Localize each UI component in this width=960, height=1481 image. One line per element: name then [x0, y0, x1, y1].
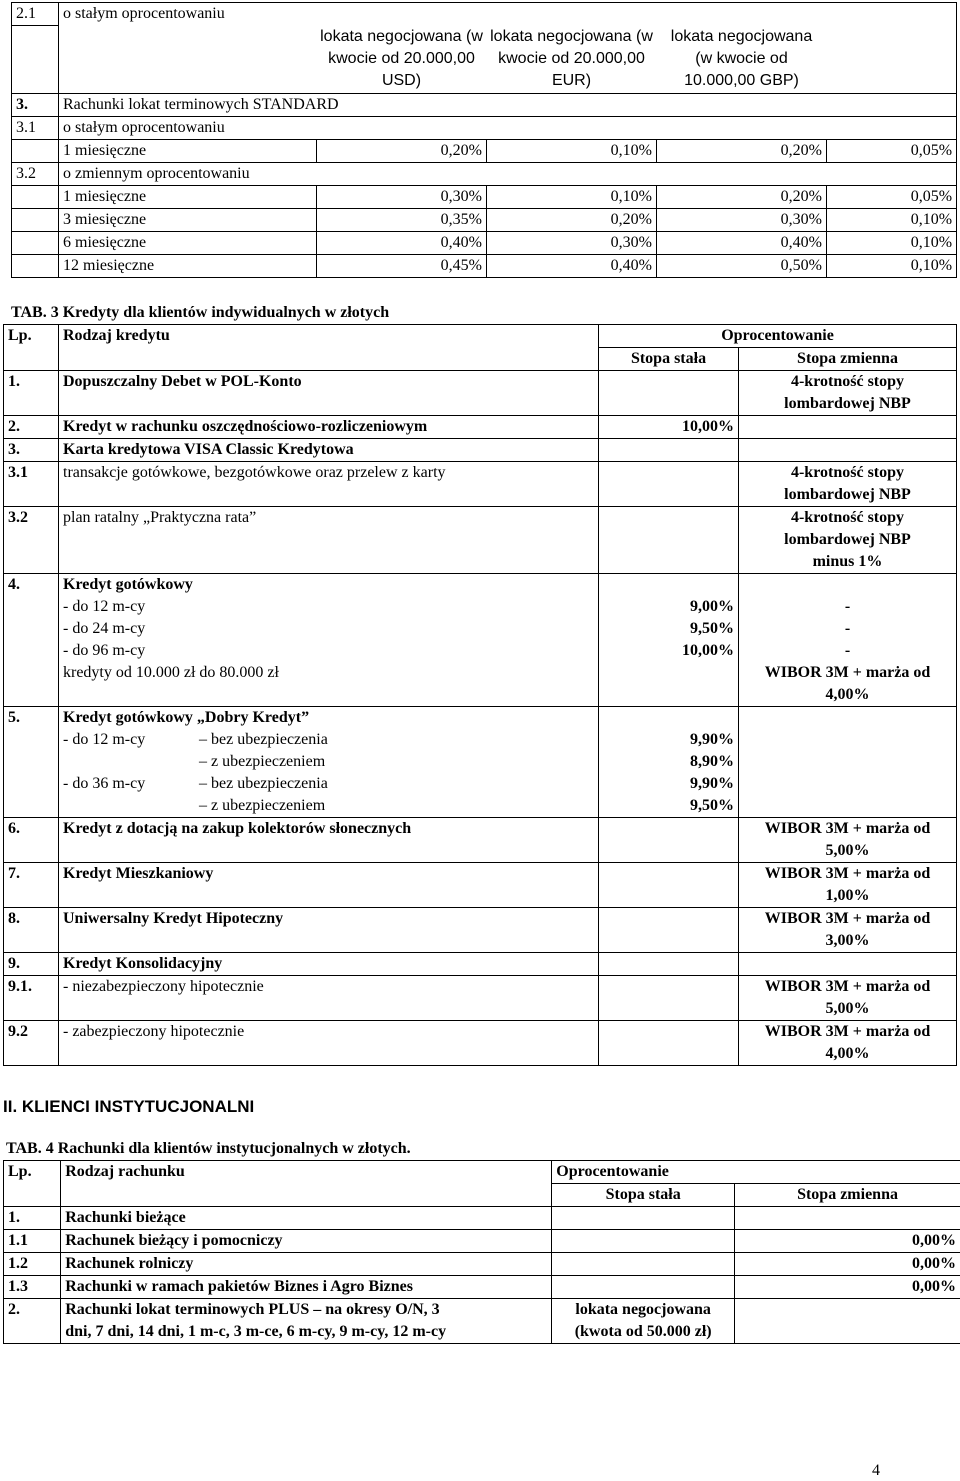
term-label: - do 24 m-cy	[63, 620, 146, 637]
row-label: Rachunki lokat terminowych STANDARD	[59, 94, 957, 117]
row-lp: 1.	[4, 371, 59, 416]
row-label: - zabezpieczony hipotecznie	[59, 1021, 599, 1066]
row-lp: 8.	[4, 908, 59, 953]
tab4-caption: TAB. 4 Rachunki dla klientów instytucjonalnych w złotych.	[6, 1140, 411, 1157]
row-lp: 7.	[4, 863, 59, 908]
rate-value: 0,20%	[657, 186, 827, 209]
row-label: Kredyt w rachunku oszczędnościowo-rozliczeniowym	[59, 416, 599, 439]
row-lp: 3.	[4, 439, 59, 462]
rate-value: 0,20%	[657, 140, 827, 163]
row-label: Kredyt gotówkowy	[63, 576, 193, 593]
header-stopa-stala: Stopa stała	[599, 348, 739, 371]
period-label: 3 miesięczne	[59, 209, 317, 232]
rate-value: 10,00%	[682, 642, 734, 659]
rate-line: 4-krotność stopy	[790, 464, 905, 481]
header-oprocentowanie: Oprocentowanie	[599, 325, 957, 348]
rate-value: 0,00%	[735, 1253, 960, 1276]
row-label: Kredyt z dotacją na zakup kolektorów słonecznych	[59, 818, 599, 863]
row-lp: 1.	[4, 1207, 61, 1230]
rate-line: WIBOR 3M + marża od	[764, 820, 931, 837]
row-lp: 9.	[4, 953, 59, 976]
rate-value: 0,30%	[317, 186, 487, 209]
row-lp: 2.	[4, 416, 59, 439]
rate-value: 0,10%	[827, 232, 957, 255]
rate-value: 9,00%	[690, 598, 734, 615]
row-label: o stałym oprocentowaniu	[59, 3, 957, 26]
rate-value: -	[844, 598, 851, 615]
rate-value: 0,00%	[735, 1276, 960, 1299]
row-lp: 9.1.	[4, 976, 59, 1021]
rate-value: 0,20%	[487, 209, 657, 232]
header-stopa-zmienna: Stopa zmienna	[739, 348, 957, 371]
row-label: Rachunki bieżące	[61, 1207, 552, 1230]
page-number: 4	[872, 1462, 880, 1479]
rate-line: 1,00%	[825, 887, 870, 904]
rate-value: 0,10%	[487, 186, 657, 209]
row-lp: 5.	[4, 707, 59, 818]
insurance-label: – bez ubezpieczenia	[199, 731, 328, 748]
period-label: 12 miesięczne	[59, 255, 317, 278]
rate-value: 0,50%	[657, 255, 827, 278]
rate-line: lombardowej NBP	[784, 486, 911, 503]
rate-line: lombardowej NBP	[784, 395, 911, 412]
rate-line: WIBOR 3M + marża od	[764, 664, 931, 681]
rate-value: 9,90%	[690, 775, 734, 792]
rate-line: 5,00%	[825, 842, 870, 859]
row-label: Uniwersalny Kredyt Hipoteczny	[59, 908, 599, 953]
institutional-accounts-table	[3, 1160, 960, 1344]
row-label: plan ratalny „Praktyczna rata”	[59, 507, 599, 574]
row-label: Rachunki w ramach pakietów Biznes i Agro Biznes	[61, 1276, 552, 1299]
row-label: Kredyt gotówkowy „Dobry Kredyt”	[63, 709, 310, 726]
row-lp: 1.2	[4, 1253, 61, 1276]
rate-value: 0,35%	[317, 209, 487, 232]
usd-deposit-label: lokata negocjowana (w kwocie od 20.000,00 USD)	[320, 27, 483, 89]
term-label: kredyty od 10.000 zł do 80.000 zł	[63, 664, 279, 681]
rate-value: 0,45%	[317, 255, 487, 278]
insurance-label: – z ubezpieczeniem	[199, 753, 326, 770]
rate-value: -	[844, 620, 851, 637]
rate-line: WIBOR 3M + marża od	[764, 910, 931, 927]
row-lp: 6.	[4, 818, 59, 863]
row-label: - niezabezpieczony hipotecznie	[59, 976, 599, 1021]
header-stopa-stala: Stopa stała	[552, 1184, 735, 1207]
row-lp: 3.1	[4, 462, 59, 507]
row-label: dni, 7 dni, 14 dni, 1 m-c, 3 m-ce, 6 m-cy, 9 m-cy, 12 m-cy	[65, 1323, 447, 1340]
rate-value: 0,40%	[657, 232, 827, 255]
row-lp: 4.	[4, 574, 59, 707]
rate-line: 5,00%	[825, 1000, 870, 1017]
section-heading: II. KLIENCI INSTYTUCJONALNI	[3, 1097, 255, 1116]
row-lp: 2.1	[12, 3, 59, 26]
row-label: Rachunek rolniczy	[61, 1253, 552, 1276]
row-lp: 3.2	[12, 163, 59, 186]
rate-line: minus 1%	[812, 553, 883, 570]
rate-value: 0,10%	[827, 255, 957, 278]
row-lp: 3.1	[12, 117, 59, 140]
row-label: Rachunek bieżący i pomocniczy	[61, 1230, 552, 1253]
rate-line: lokata negocjowana	[575, 1301, 711, 1318]
rate-value: 9,50%	[690, 620, 734, 637]
row-label: Dopuszczalny Debet w POL-Konto	[59, 371, 599, 416]
term-label: - do 12 m-cy	[63, 598, 146, 615]
rate-value: 0,05%	[827, 140, 957, 163]
rate-line: 4,00%	[825, 686, 870, 703]
period-label: 6 miesięczne	[59, 232, 317, 255]
row-lp: 2.	[4, 1299, 61, 1344]
row-label: o stałym oprocentowaniu	[59, 117, 957, 140]
row-label: Rachunki lokat terminowych PLUS – na okresy O/N, 3	[65, 1301, 440, 1318]
row-lp: 3.	[12, 94, 59, 117]
row-label: Karta kredytowa VISA Classic Kredytowa	[59, 439, 599, 462]
rate-value: 0,30%	[657, 209, 827, 232]
credits-table	[3, 324, 957, 1066]
rate-value: 0,40%	[487, 255, 657, 278]
header-lp: Lp.	[4, 1161, 61, 1184]
header-lp: Lp.	[4, 325, 59, 348]
gbp-deposit-label: lokata negocjowana (w kwocie od 10.000,00 GBP)	[657, 26, 827, 94]
row-label: o zmiennym oprocentowaniu	[59, 163, 957, 186]
rate-value: 9,90%	[690, 731, 734, 748]
rate-line: WIBOR 3M + marża od	[764, 978, 931, 995]
rate-line: 3,00%	[825, 932, 870, 949]
rate-line: 4-krotność stopy	[790, 509, 905, 526]
term-label: - do 36 m-cy	[63, 775, 146, 792]
rate-line: 4,00%	[825, 1045, 870, 1062]
rate-value: 10,00%	[599, 416, 739, 439]
period-label: 1 miesięczne	[59, 186, 317, 209]
rate-value: 0,30%	[487, 232, 657, 255]
rate-line: (kwota od 50.000 zł)	[574, 1323, 712, 1340]
rate-value: 0,05%	[827, 186, 957, 209]
insurance-label: – z ubezpieczeniem	[199, 797, 326, 814]
tab3-caption: TAB. 3 Kredyty dla klientów indywidualnych w złotych	[11, 304, 390, 321]
row-lp: 3.2	[4, 507, 59, 574]
term-label: - do 96 m-cy	[63, 642, 146, 659]
row-label: transakcje gotówkowe, bezgotówkowe oraz przelew z karty	[59, 462, 599, 507]
row-label: Kredyt Konsolidacyjny	[59, 953, 599, 976]
header-oprocentowanie: Oprocentowanie	[552, 1161, 960, 1184]
rate-value: 9,50%	[690, 797, 734, 814]
term-label: - do 12 m-cy	[63, 731, 146, 748]
deposit-rates-table	[11, 2, 957, 278]
header-rodzaj: Rodzaj kredytu	[59, 325, 599, 348]
rate-line: WIBOR 3M + marża od	[764, 1023, 931, 1040]
header-rodzaj: Rodzaj rachunku	[61, 1161, 552, 1184]
rate-value: 0,00%	[735, 1230, 960, 1253]
rate-line: 4-krotność stopy	[790, 373, 905, 390]
eur-deposit-label: lokata negocjowana (w kwocie od 20.000,00 EUR)	[490, 27, 653, 89]
row-lp: 1.3	[4, 1276, 61, 1299]
insurance-label: – bez ubezpieczenia	[199, 775, 328, 792]
row-label: Kredyt Mieszkaniowy	[59, 863, 599, 908]
rate-value: 0,40%	[317, 232, 487, 255]
rate-value: -	[844, 642, 851, 659]
rate-line: lombardowej NBP	[784, 531, 911, 548]
header-stopa-zmienna: Stopa zmienna	[735, 1184, 960, 1207]
period-label: 1 miesięczne	[59, 140, 317, 163]
row-lp: 1.1	[4, 1230, 61, 1253]
rate-value: 0,10%	[827, 209, 957, 232]
row-lp: 9.2	[4, 1021, 59, 1066]
rate-value: 8,90%	[690, 753, 734, 770]
rate-line: WIBOR 3M + marża od	[764, 865, 931, 882]
rate-value: 0,20%	[317, 140, 487, 163]
rate-value: 0,10%	[487, 140, 657, 163]
